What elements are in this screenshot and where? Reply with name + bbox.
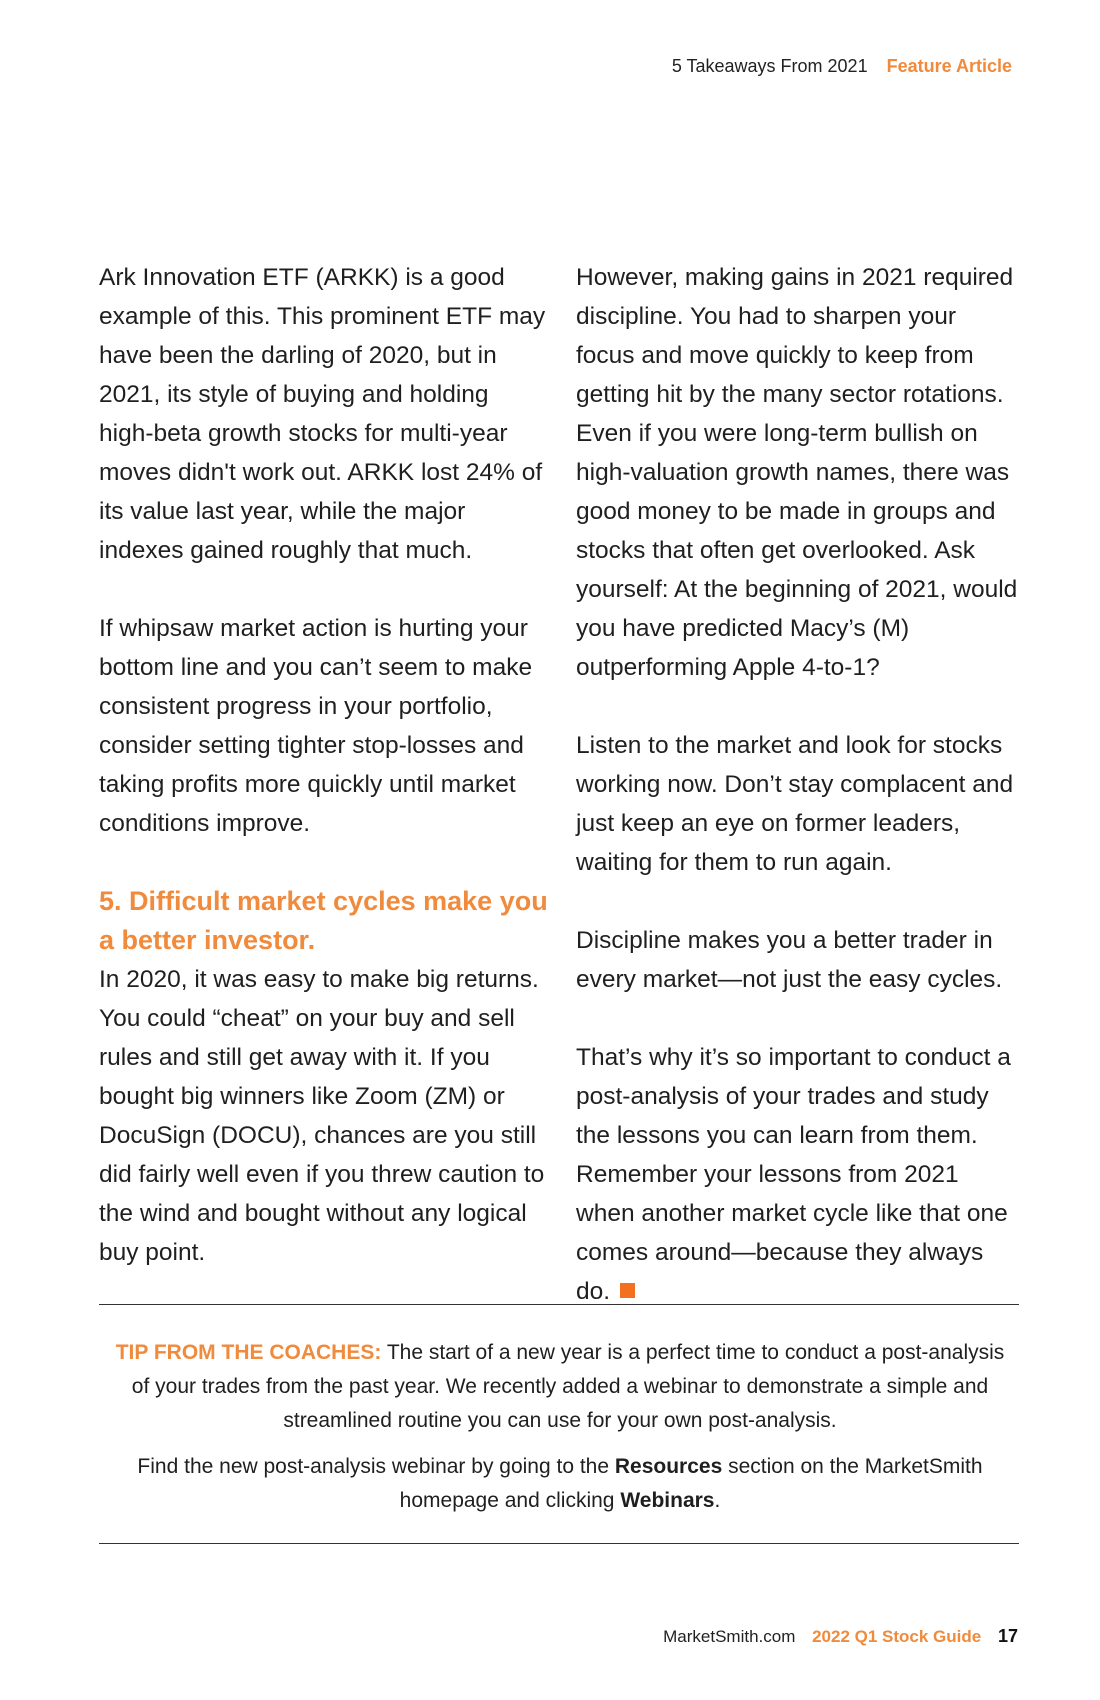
tip-divider-bottom <box>99 1543 1019 1544</box>
article-end-mark-icon <box>620 1283 635 1298</box>
webinars-link: Webinars <box>620 1489 715 1512</box>
page-footer <box>663 1626 1018 1647</box>
tip-label: TIP FROM THE COACHES: <box>115 1341 382 1364</box>
right-column <box>576 258 1021 1311</box>
left-column <box>99 258 549 1272</box>
section-heading: 5. Difficult market cycles make you a better investor. <box>99 886 548 955</box>
coaches-tip-box <box>110 1336 1010 1518</box>
body-paragraph-text: That’s why it’s so important to conduct a post-analysis of your trades and study the lessons you can learn from them. Remember your lessons from 2021 when another market cycle like that one comes around—because they always do. <box>576 1044 1011 1305</box>
body-paragraph: Listen to the market and look for stocks working now. Don’t stay complacent and just keep an eye on former leaders, waiting for them to run again. <box>576 732 1014 876</box>
footer-site: MarketSmith.com <box>663 1627 796 1646</box>
header-feature-label: Feature Article <box>886 56 1012 76</box>
page-header <box>672 56 1012 77</box>
body-paragraph: However, making gains in 2021 required discipline. You had to sharpen your focus and move quickly to keep from getting hit by the many sector rotations. Even if you were long-term bullish on high-valuation growth names, there was good money to be made in groups and stocks that often get overlooked. Ask yourself: At the beginning of 2021, would you have predicted Macy’s (M) outperforming Apple 4-to-1? <box>576 264 1018 681</box>
tip-find-prefix: Find the new post-analysis webinar by going to the <box>137 1455 610 1478</box>
tip-instructions <box>110 1450 1010 1518</box>
body-paragraph: Ark Innovation ETF (ARKK) is a good example of this. This prominent ETF may have been the darling of 2020, but in 2021, its style of buying and holding high-beta growth stocks for multi-year moves didn't work out. ARKK lost 24% of its value last year, while the major indexes gained roughly that much. <box>99 264 546 564</box>
tip-paragraph <box>110 1336 1010 1438</box>
tip-find-suffix: . <box>714 1489 721 1512</box>
tip-divider-top <box>99 1304 1019 1305</box>
body-paragraph: If whipsaw market action is hurting your bottom line and you can’t seem to make consistent progress in your portfolio, consider setting tighter stop-losses and taking profits more quickly until market conditions improve. <box>99 615 533 837</box>
tip-find-middle: section on the MarketSmith homepage and clicking <box>399 1455 983 1512</box>
body-paragraph: In 2020, it was easy to make big returns. You could “cheat” on your buy and sell rules and still get away with it. If you bought big winners like Zoom (ZM) or DocuSign (DOCU), chances are you still did fairly well even if you threw caution to the wind and bought without any logical buy point. <box>99 966 545 1266</box>
body-paragraph-final <box>576 1038 1021 1311</box>
header-section-title: 5 Takeaways From 2021 <box>671 56 868 76</box>
page-number: 17 <box>997 1626 1018 1646</box>
resources-link: Resources <box>614 1455 723 1478</box>
body-paragraph: Discipline makes you a better trader in every market—not just the easy cycles. <box>576 927 1003 993</box>
tip-text: The start of a new year is a perfect time to conduct a post-analysis of your trades from the past year. We recently added a webinar to demonstrate a simple and streamlined routine you can use for your own post-analysis. <box>131 1341 1005 1432</box>
footer-guide-title: 2022 Q1 Stock Guide <box>812 1627 982 1646</box>
